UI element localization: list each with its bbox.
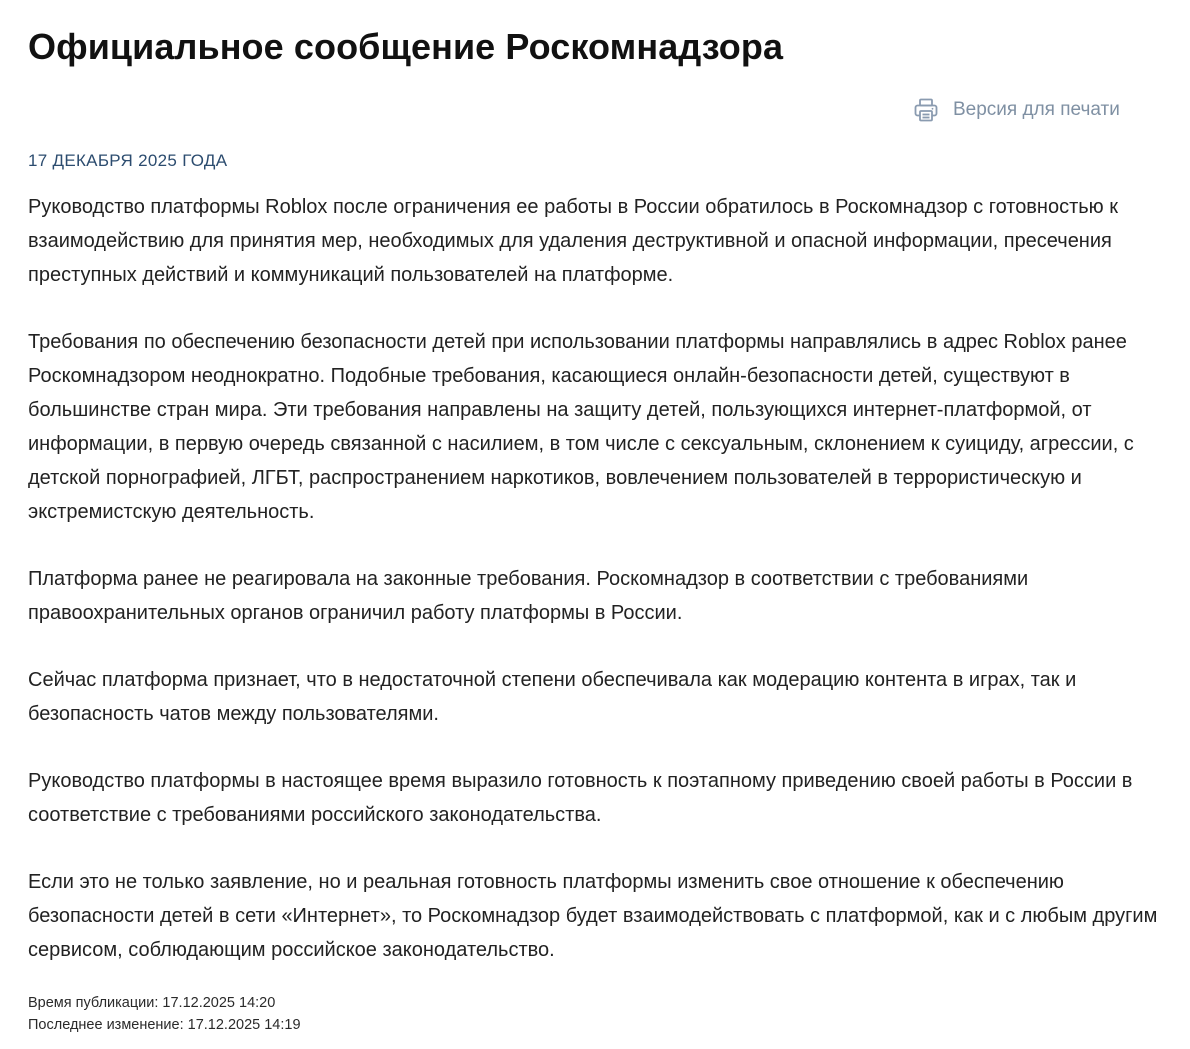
article-body <box>28 190 1158 1000</box>
publication-meta <box>28 992 301 1036</box>
publication-date: 17 ДЕКАБРЯ 2025 ГОДА <box>28 151 228 170</box>
article-paragraph: Сейчас платформа признает, что в недостаточной степени обеспечивала как модерацию контента в играх, так и безопасность чатов между пользователями. <box>28 669 1077 725</box>
page-title: Официальное сообщение Роскомнадзора <box>28 26 784 67</box>
article-paragraph: Руководство платформы в настоящее время выразило готовность к поэтапному приведению своей работы в России в соответствие с требованиями российского законодательства. <box>28 770 1133 826</box>
article-paragraph: Платформа ранее не реагировала на законные требования. Роскомнадзор в соответствии с требованиями правоохранительных органов ограничил работу платформы в России. <box>28 568 1029 624</box>
published-time: Время публикации: 17.12.2025 14:20 <box>28 995 276 1011</box>
article-paragraph: Руководство платформы Roblox после ограничения ее работы в России обратилось в Роскомнадзор с готовностью к взаимодействию для принятия мер, необходимых для удаления деструктивной и опасной информации, пресечения преступных действий и коммуникаций пользователей на платформе. <box>28 196 1118 286</box>
printer-icon <box>913 97 939 123</box>
modified-time: Последнее изменение: 17.12.2025 14:19 <box>28 1017 301 1033</box>
print-version-label: Версия для печати <box>953 99 1120 120</box>
article-paragraph: Требования по обеспечению безопасности детей при использовании платформы направлялись в адрес Roblox ранее Роскомнадзором неоднократно. Подобные требования, касающиеся онлайн-безопасности детей, существуют в большинстве стран мира. Эти требования направлены на защиту детей, пользующихся интернет-платформой, от информации, в первую очередь связанной с насилием, в том числе с сексуальным, склонением к суициду, агрессии, с детской порнографией, ЛГБТ, распространением наркотиков, вовлечением пользователей в террористическую и экстремистскую деятельность. <box>28 331 1134 523</box>
article-paragraph: Если это не только заявление, но и реальная готовность платформы изменить свое отношение к обеспечению безопасности детей в сети «Интернет», то Роскомнадзор будет взаимодействовать с платформой, как и с любым другим сервисом, соблюдающим российское законодательство. <box>28 871 1158 961</box>
print-version-link[interactable] <box>913 96 1120 124</box>
